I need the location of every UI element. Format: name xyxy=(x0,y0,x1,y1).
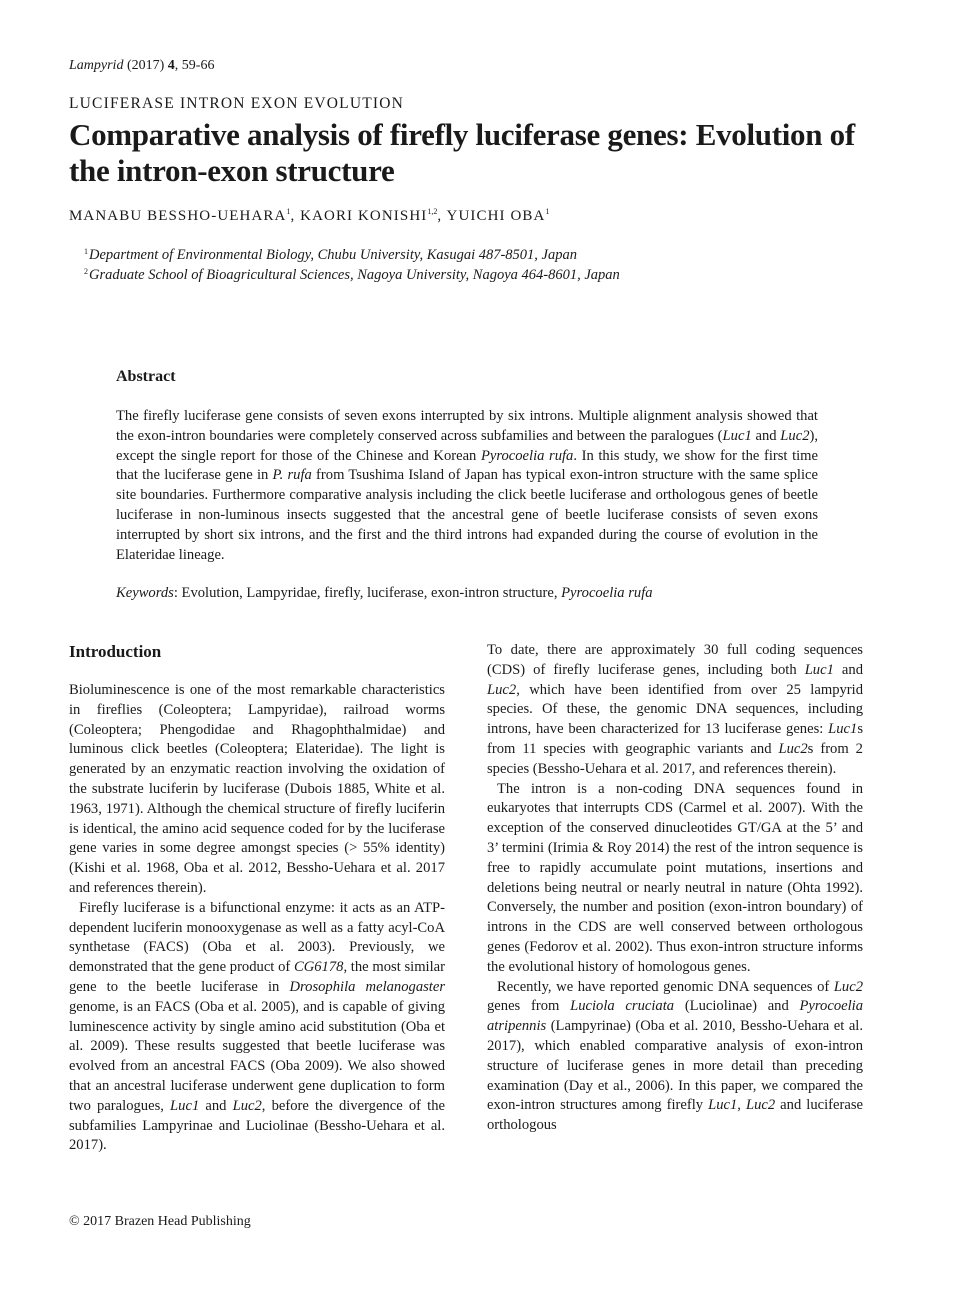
keywords-label: Keywords xyxy=(116,585,174,601)
body-paragraph: To date, there are approximately 30 full coding sequences (CDS) of firefly luciferase genes, including both Luc1 and Luc2, which have been identified from over 25 lampyrid species. Of these, the genomic DNA sequences, including introns, have been characterized for 13 luciferase genes: Luc1s from 11 species with geographic variants and Luc2s from 2 species (Bessho-Uehara et al. 2017, and references therein). xyxy=(487,642,863,777)
running-title: LUCIFERASE INTRON EXON EVOLUTION xyxy=(69,95,405,112)
copyright-footer: © 2017 Brazen Head Publishing xyxy=(69,1214,251,1229)
body-column-right xyxy=(487,641,863,1136)
body-column-left xyxy=(69,681,445,1156)
journal-pages: , 59-66 xyxy=(174,58,215,73)
body-paragraph: Firefly luciferase is a bifunctional enzyme: it acts as an ATP-dependent luciferin monooxygenase as well as a fatty acyl-CoA synthetase (FACS) (Oba et al. 2003). Previously, we demonstrated that the gene product of CG6178, the most similar gene to the beetle luciferase in Drosophila melanogaster genome, is an FACS (Oba et al. 2005), and is capable of giving luminescence activity by single amino acid substitution (Oba et al. 2009). These results suggested that beetle luciferase was evolved from an ancestral FACS (Oba 2009). We also showed that an ancestral luciferase underwent gene duplication to form two paralogues, Luc1 and Luc2, before the divergence of the subfamilies Lampyrinae and Luciolinae (Bessho-Uehara et al. 2017). xyxy=(69,899,446,1154)
abstract-heading: Abstract xyxy=(116,368,176,385)
journal-year: (2017) xyxy=(123,58,168,73)
abstract-body: The firefly luciferase gene consists of seven exons interrupted by six introns. Multiple alignment analysis showed that the exon-intron boundaries were completely conserved across subfamilies and between the paralogues (Luc1 and Luc2), except the single report for those of the Chinese and Korean Pyrocoelia rufa. In this study, we show for the first time that the luciferase gene in P. rufa from Tsushima Island of Japan has typical exon-intron structure with the same splice site boundaries. Furthermore comparative analysis including the click beetle luciferase and orthologous genes of beetle luciferase in non-luminous insects suggested that the ancestral gene of beetle luciferase consists of seven exons interrupted by short six introns, and the first and the third introns had expanded during the course of evolution in the Elateridae lineage. xyxy=(116,408,819,563)
paper-title: Comparative analysis of firefly luciferase genes: Evolution of the intron-exon structure xyxy=(69,117,855,188)
journal-citation xyxy=(69,58,214,74)
keywords: Keywords: Evolution, Lampyridae, firefly, luciferase, exon-intron structure, Pyrocoelia rufa xyxy=(116,585,653,601)
affiliation: $^2$Graduate School of Bioagricultural Sciences, Nagoya University, Nagoya 464-8601, Japan xyxy=(84,267,620,283)
author: YUICHI OBA$^1$ xyxy=(446,207,550,224)
body-paragraph: The intron is a non-coding DNA sequences found in eukaryotes that interrupts CDS (Carmel et al. 2007). With the exception of the conserved dinucleotides GT/​GA at the 5’ and 3’ termini (Irimia & Roy 2014) the rest of the intron sequence is free to rapidly accumulate point mutations, insertions and deletions being neutral or nearly neutral in nature (Ohta 1992). Conversely, the number and position (exon-intron boundary) of introns in the CDS are well conserved between orthologous genes (Fedorov et al. 2002). Thus exon-intron structure informs the evolutional history of homologous genes. xyxy=(487,780,863,975)
journal-volume: 4 xyxy=(167,58,175,73)
body-paragraph: Recently, we have reported genomic DNA sequences of Luc2 genes from Luciola cruciata (Luciolinae) and Pyrocoelia atripennis (Lampyrinae) (Oba et al. 2010, Bessho-Uehara et al. 2017), which enabled comparative analysis of exon-intron structure of luciferase genes in more detail than preceding examination (Day et al., 2006). In this paper, we compared the exon-intron structures among firefly Luc1, Luc2 and luciferase orthologous xyxy=(487,978,863,1134)
affiliation: $^1$Department of Environmental Biology, Chubu University, Kasugai 487-8501, Japan xyxy=(84,247,577,263)
body-paragraph: Bioluminescence is one of the most remarkable characteristics in fireflies (Coleoptera; Lampyridae), railroad worms (Coleoptera; Phengodidae and Rhagophthalmidae) and luminous click beetles (Coleoptera; Elateridae). The light is generated by an enzymatic reaction involving the oxidation of the substrate luciferin by luciferase (Dubois 1885, White et al. 1963, 1971). Although the chemical structure of firefly luciferin is identical, the amino acid sequence coded for by the luciferase gene varies in some degree amongst species (> 55% identity) (Kishi et al. 1968, Oba et al. 2012, Bessho-Uehara et al. 2017 and references therein). xyxy=(69,682,445,896)
journal-name: Lampyrid xyxy=(69,58,124,73)
author: KAORI KONISHI$^{1,2}$, xyxy=(300,207,447,224)
author-list xyxy=(69,207,549,225)
introduction-heading: Introduction xyxy=(69,642,162,661)
author: MANABU BESSHO-UEHARA$^1$, xyxy=(69,207,301,224)
